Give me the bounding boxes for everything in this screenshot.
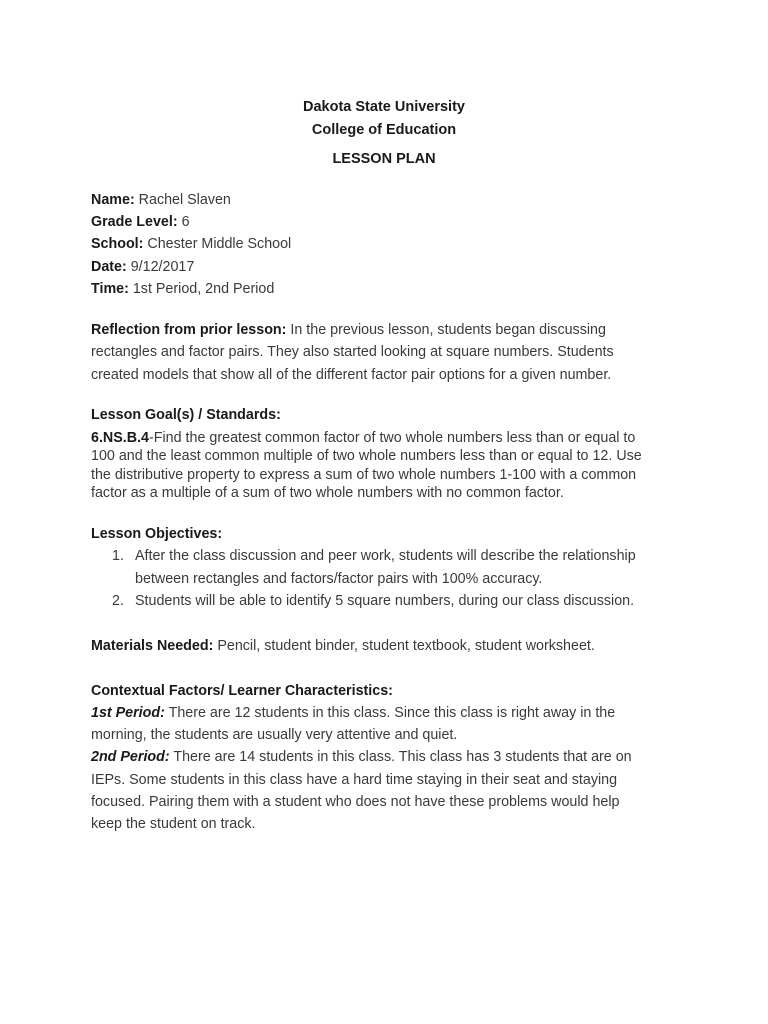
info-grade xyxy=(91,214,190,230)
college-name: College of Education xyxy=(311,122,457,138)
info-name xyxy=(91,192,231,208)
objective-2-line-1: Students will be able to identify 5 square numbers, during our class discussion. xyxy=(135,593,635,609)
time-value: 1st Period, 2nd Period xyxy=(128,281,275,297)
period2-line-3: focused. Pairing them with a student who does not have these problems would help xyxy=(91,794,620,810)
name-label: Name: xyxy=(91,192,135,208)
time-label: Time: xyxy=(91,281,129,297)
period2-line-2: IEPs. Some students in this class have a hard time staying in their seat and staying xyxy=(91,772,618,788)
standard-line-1 xyxy=(91,430,635,446)
objectives-title: Lesson Objectives: xyxy=(91,526,223,542)
reflection-text: In the previous lesson, students began discussing xyxy=(286,322,606,338)
standard-line-3: the distributive property to express a sum of two whole numbers 1-100 with a common xyxy=(91,467,637,483)
reflection-line-3: created models that show all of the different factor pair options for a given number. xyxy=(91,367,612,383)
standard-line-2: 100 and the least common multiple of two whole numbers less than or equal to 12. Use xyxy=(91,448,642,464)
contextual-title: Contextual Factors/ Learner Characteristics: xyxy=(91,683,393,699)
reflection-label: Reflection from prior lesson: xyxy=(91,322,287,338)
period1-line-1 xyxy=(91,705,615,721)
objective-2-number: 2. xyxy=(112,593,124,609)
info-date xyxy=(91,259,194,275)
objective-1-line-1: After the class discussion and peer work, students will describe the relationship xyxy=(135,548,636,564)
materials-label: Materials Needed: xyxy=(91,638,214,654)
school-label: School: xyxy=(91,236,144,252)
standard-line-4: factor as a multiple of a sum of two whole numbers with no common factor. xyxy=(91,485,564,501)
period1-line-2: morning, the students are usually very attentive and quiet. xyxy=(91,727,458,743)
period2-text: There are 14 students in this class. This class has 3 students that are on xyxy=(169,749,632,765)
goals-title: Lesson Goal(s) / Standards: xyxy=(91,407,281,423)
reflection-line-2: rectangles and factor pairs. They also started looking at square numbers. Students xyxy=(91,344,614,360)
standard-code: 6.NS.B.4 xyxy=(91,430,150,446)
period1-text: There are 12 students in this class. Since this class is right away in the xyxy=(164,705,616,721)
university-name: Dakota State University xyxy=(303,99,465,115)
period2-line-1 xyxy=(91,749,632,765)
objective-1-number: 1. xyxy=(112,548,124,564)
period1-label: 1st Period: xyxy=(91,705,165,721)
objective-1-line-2: between rectangles and factors/factor pairs with 100% accuracy. xyxy=(135,571,543,587)
materials-value: Pencil, student binder, student textbook, student worksheet. xyxy=(213,638,595,654)
standard-text: -Find the greatest common factor of two whole numbers less than or equal to xyxy=(149,430,636,446)
date-label: Date: xyxy=(91,259,127,275)
school-value: Chester Middle School xyxy=(143,236,292,252)
reflection-line-1 xyxy=(91,322,606,338)
grade-label: Grade Level: xyxy=(91,214,178,230)
info-school xyxy=(91,236,291,252)
name-value: Rachel Slaven xyxy=(134,192,231,208)
period2-line-4: keep the student on track. xyxy=(91,816,256,832)
info-time xyxy=(91,281,274,297)
period2-label: 2nd Period: xyxy=(91,749,170,765)
materials xyxy=(91,638,595,654)
date-value: 9/12/2017 xyxy=(126,259,195,275)
document-title: LESSON PLAN xyxy=(332,151,436,167)
grade-value: 6 xyxy=(177,214,190,230)
